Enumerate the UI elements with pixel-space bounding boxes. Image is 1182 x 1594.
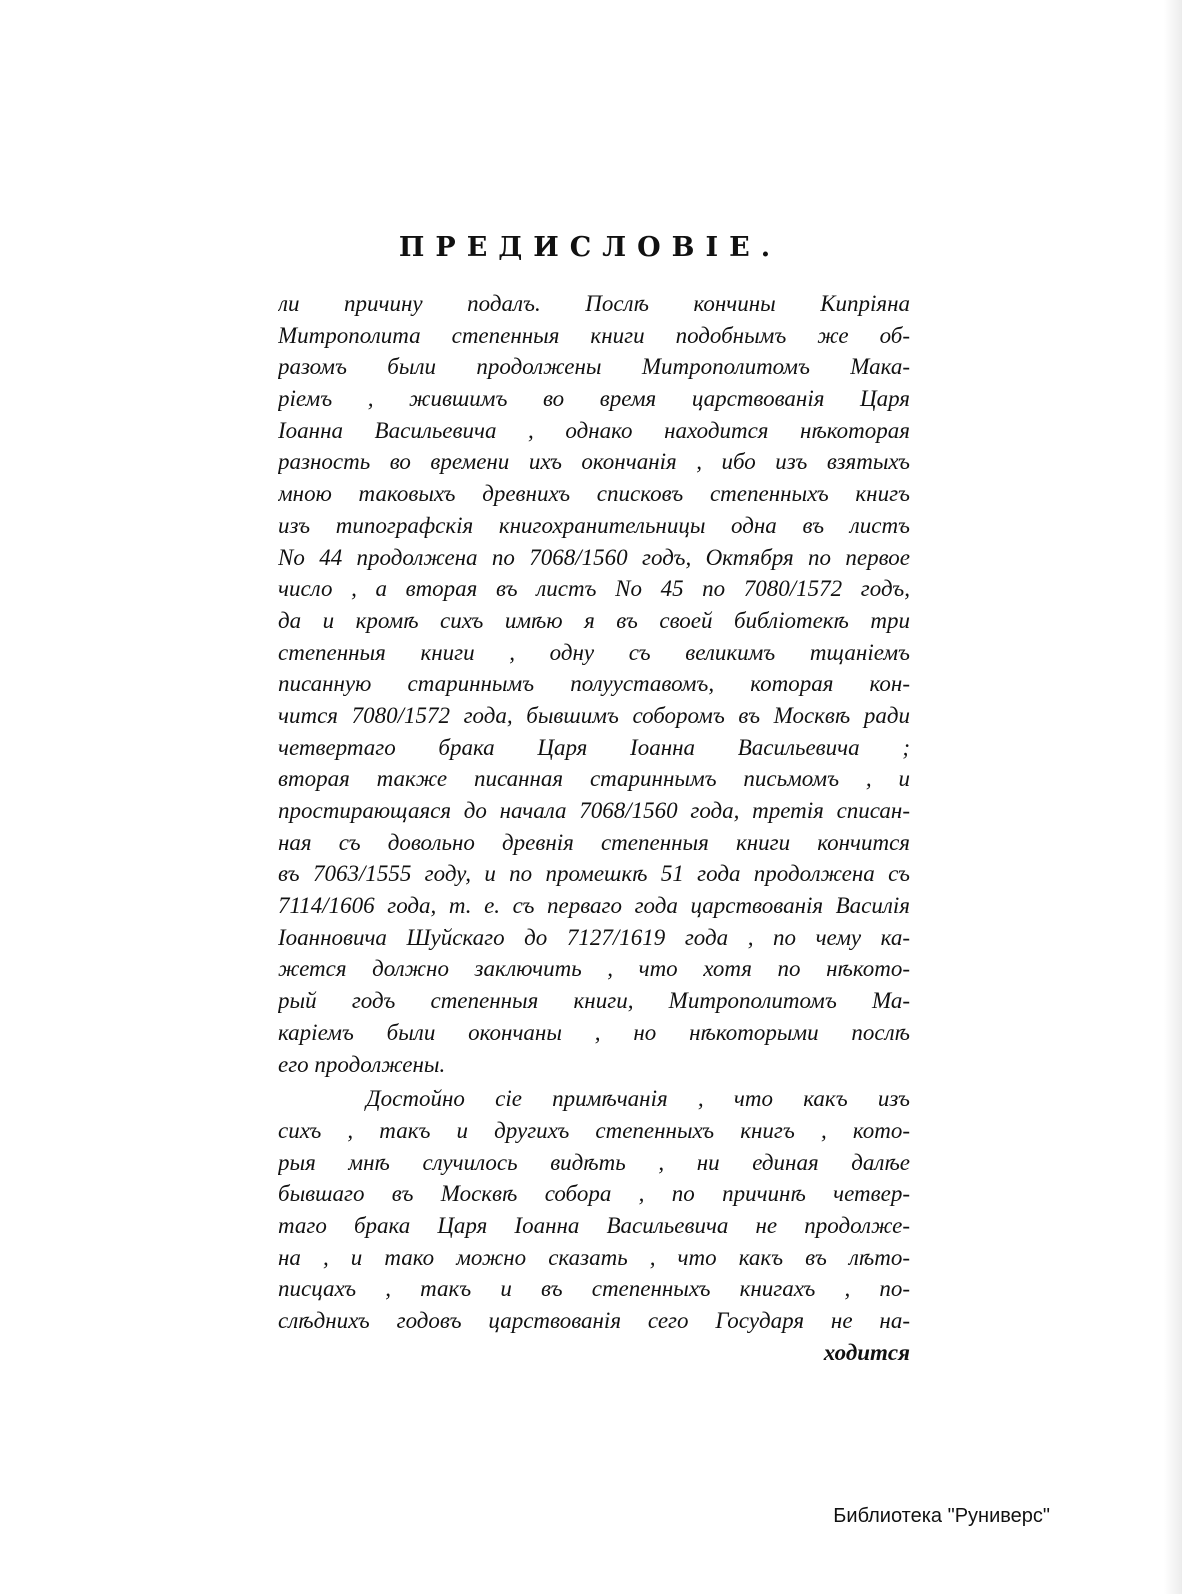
text-line: Іоанна Васильевича , однако находится нѣкоторая bbox=[278, 417, 910, 443]
text-line: No 44 продолжена по 7068/1560 годъ, Октября по первое bbox=[278, 544, 910, 570]
text-line: чится 7080/1572 года, бывшимъ соборомъ въ Москвѣ ради bbox=[278, 702, 910, 728]
paragraph-1 bbox=[278, 288, 910, 1080]
text-line: сихъ , такъ и другихъ степенныхъ книгъ , кото- bbox=[278, 1117, 910, 1143]
library-credit: Библиотека "Руниверс" bbox=[833, 1505, 1050, 1527]
text-line: ріемъ , жившимъ во время царствованія Царя bbox=[278, 386, 910, 412]
text-line: слѣднихъ годовъ царствованія сего Государя не на- bbox=[278, 1308, 910, 1333]
text-line: Іоанновича Шуйскаго до 7127/1619 года , по чему ка- bbox=[278, 924, 910, 950]
page-title: ПРЕДИСЛОВІЕ. bbox=[398, 232, 782, 263]
text-line: разность во времени ихъ окончанія , ибо изъ взятыхъ bbox=[278, 449, 910, 475]
text-line: разомъ были продолжены Митрополитомъ Мака- bbox=[278, 354, 910, 380]
text-line: на , и тако можно сказать , что какъ въ лѣто- bbox=[278, 1244, 910, 1270]
page-edge-shadow bbox=[1164, 0, 1182, 1594]
text-line: таго брака Царя Іоанна Васильевича не продолже- bbox=[278, 1212, 910, 1238]
text-line: Митрополита степенныя книги подобнымъ же об- bbox=[278, 322, 910, 348]
text-line: жется должно заключить , что хотя по нѣкото- bbox=[278, 956, 910, 982]
text-line: рыя мнѣ случилось видѣть , ни единая далѣе bbox=[278, 1149, 910, 1175]
text-line: четвертаго брака Царя Іоанна Васильевича ; bbox=[278, 734, 910, 760]
text-line: мною таковыхъ древнихъ списковъ степенныхъ книгъ bbox=[278, 481, 910, 507]
text-line: да и кромѣ сихъ имѣю я въ своей библіотекѣ три bbox=[278, 607, 910, 633]
text-line: рый годъ степенныя книги, Митрополитомъ Ма- bbox=[278, 988, 910, 1014]
body-text bbox=[278, 288, 910, 1368]
text-line: вторая также писанная стариннымъ письмомъ , и bbox=[278, 766, 910, 792]
text-line: его продолжены. bbox=[278, 1051, 446, 1077]
text-line: изъ типографскія книгохранительницы одна въ листъ bbox=[278, 512, 910, 538]
text-line: 7114/1606 года, т. е. съ перваго года царствованія Василія bbox=[278, 893, 910, 919]
text-line: писцахъ , такъ и въ степенныхъ книгахъ , по- bbox=[278, 1276, 910, 1302]
text-line: каріемъ были окончаны , но нѣкоторыми послѣ bbox=[278, 1019, 910, 1045]
paragraph-2 bbox=[278, 1083, 910, 1337]
text-line: бывшаго въ Москвѣ собора , по причинѣ четвер- bbox=[278, 1181, 910, 1207]
text-line: писанную стариннымъ полууставомъ, которая кон- bbox=[278, 671, 910, 697]
text-line: въ 7063/1555 году, и по промешкѣ 51 года продолжена съ bbox=[278, 861, 910, 887]
text-line: Достойно сіе примѣчанія , что какъ изъ bbox=[366, 1086, 910, 1112]
text-line: простирающаяся до начала 7068/1560 года, третія списан- bbox=[278, 798, 910, 823]
text-line: ная съ довольно древнія степенныя книги кончится bbox=[278, 829, 910, 855]
text-line: степенныя книги , одну съ великимъ тщаніемъ bbox=[278, 639, 910, 665]
text-line: число , а вторая въ листъ No 45 по 7080/1572 годъ, bbox=[278, 576, 910, 602]
text-line: ли причину подалъ. Послѣ кончины Кипріяна bbox=[278, 291, 910, 316]
catchword: ходится bbox=[823, 1339, 910, 1365]
